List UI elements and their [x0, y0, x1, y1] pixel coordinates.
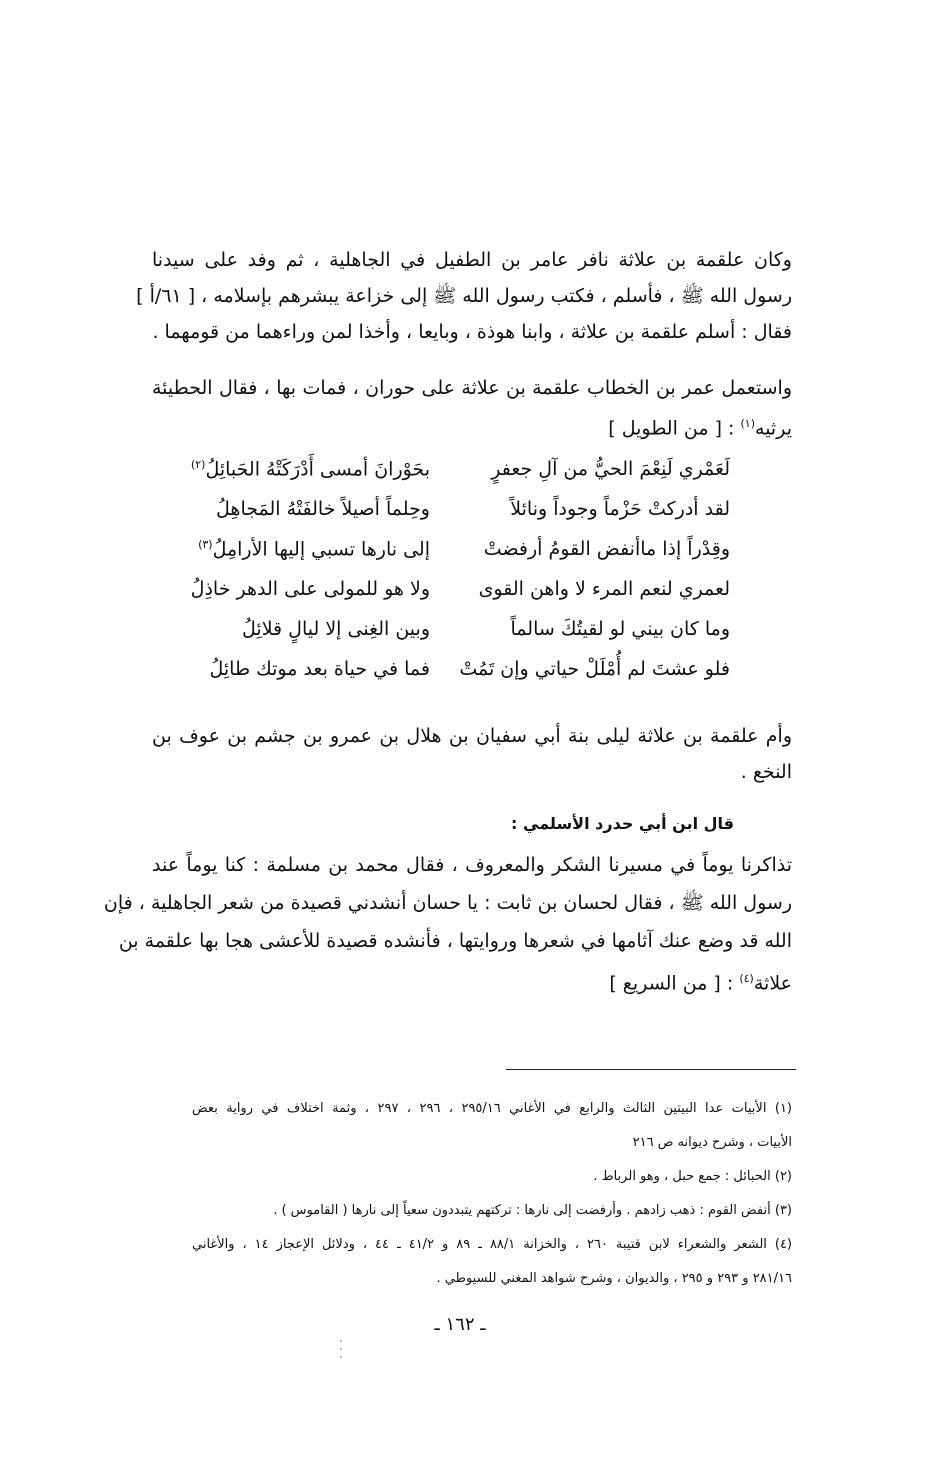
footnote-line: الأبيات ، وشرح ديوانه ص ٢١٦ — [632, 1135, 792, 1150]
poem-verse — [160, 618, 730, 658]
elegy-poem — [160, 458, 730, 698]
text-word: يرثيه — [755, 417, 792, 440]
paragraph-alqama-nafar — [136, 242, 792, 350]
text-line: تذاكرنا يوماً في مسيرنا الشكر والمعروف ، فقال محمد بن مسلمة : كنا يوماً عند — [152, 854, 792, 876]
verse-second-hemistich: ولا هو للمولى على الدهر خاذِلُ — [190, 578, 430, 600]
poem-verse — [160, 658, 730, 698]
text-line — [152, 960, 792, 1002]
meter-label: : [ من السريع ] — [609, 972, 740, 995]
text-line: الله قد وضع عنك آثامها في شعرها وروايتها ، فأنشده قصيدة للأعشى هجا بها علقمة بن — [118, 930, 792, 952]
footnote-ref: (٤) — [739, 972, 754, 985]
verse-first-hemistich: وما كان بيني لو لقيتُكَ سالماً — [510, 618, 730, 640]
verse-first-hemistich: لعمري لنعم المرء لا واهن القوى — [478, 578, 730, 600]
verse-second-hemistich: وحِلماً أصيلاً خالفَتْهُ المَجاهِلُ — [216, 498, 430, 520]
footnote-separator — [506, 1069, 796, 1070]
footnote-ref: (١) — [740, 417, 756, 430]
verse-second-hemistich: وبين الغِنى إلا ليالٍ قلائِلُ — [242, 618, 430, 640]
section-heading: قال ابن أبي حدرد الأسلمي : — [511, 814, 734, 833]
poem-verse — [160, 538, 730, 578]
poem-verse — [160, 578, 730, 618]
verse-first-hemistich: لقد أدركتْ حَزْماً وجوداً ونائلاً — [510, 498, 730, 520]
paragraph-hassan-recital — [103, 846, 792, 1002]
text-line: واستعمل عمر بن الخطاب علقمة بن علاثة على حوران ، فمات بها ، فقال الحطيئة — [152, 377, 792, 399]
text-line: فقال : أسلم علقمة بن علاثة ، وابنا هوذة ، وبايعا ، وأخذا لمن وراءهما من قومهما . — [152, 321, 792, 343]
poem-verse — [160, 498, 730, 538]
verse-first-hemistich: لَعَمْري لَنِعْمَ الحيُّ من آلِ جعفرٍ — [491, 458, 730, 480]
footnote-line: (٤) الشعر والشعراء لابن قتيبة ٢٦٠ ، والخزانة ٨٨/١ ـ ٨٩ و ٤١/٢ ـ ٤٤ ، ودلائل الإعجاز ١٤ ، والأغاني — [192, 1237, 792, 1252]
footnote-line: (١) الأبيات عدا البيتين الثالث والرابع في الأغاني ٢٩٥/١٦ ، ٢٩٦ ، ٢٩٧ ، وثمة اختلاف في رواية بعض — [192, 1101, 792, 1116]
footnote-ref: (٢) — [190, 458, 206, 471]
verse-second-hemistich: فما في حياة بعد موتك طائِلُ — [209, 658, 430, 680]
text-line: وأم علقمة بن علاثة ليلى بنة أبي سفيان بن هلال بن عمرو بن جشم بن عوف بن — [152, 725, 792, 747]
verse-first-hemistich: فلو عشتَ لم أُمْلَلْ حياتي وإن تَمُتْ — [459, 658, 730, 680]
footnote-ref: (٣) — [198, 538, 213, 551]
paragraph-umar-appointment — [152, 370, 792, 446]
poem-verse — [160, 458, 730, 498]
text-line: رسول الله ﷺ ، فأسلم ، فكتب رسول الله ﷺ إلى خزاعة يبشرهم بإسلامه ، [ ٦١/أ ] — [136, 285, 792, 307]
footnote-line: (٣) أنفض القوم : ذهب زادهم . وأرفضت إلى نارها : تركتهم يتبددون سعياً إلى نارها ( القاموس ) . — [273, 1203, 792, 1218]
paragraph-alqama-mother — [152, 718, 792, 790]
scan-specks — [336, 1340, 346, 1390]
footnote-line: (٢) الحبائل : جمع حبل ، وهو الرباط . — [593, 1169, 792, 1184]
page-number: ـ ١٦٢ ـ — [434, 1314, 486, 1335]
footnotes — [192, 1092, 792, 1296]
text-line — [152, 406, 792, 446]
text-word: علاثة — [753, 972, 792, 995]
verse-first-hemistich: وقِدْراً إذا ماأنفض القومُ أرفضتْ — [483, 538, 730, 560]
verse-second-hemistich: إلى نارها تسبي إليها الأرامِلُ$^{(٣)}$ — [198, 538, 430, 561]
meter-label: : [ من الطويل ] — [608, 417, 741, 440]
verse-second-hemistich: بحَوْرانَ أمسى أَدْرَكَتْهُ الحَبائِلُ$^{(٢)}$ — [190, 458, 430, 481]
text-line: رسول الله ﷺ ، فقال لحسان بن ثابت : يا حسان أنشدني قصيدة من شعر الجاهلية ، فإن — [103, 892, 792, 914]
text-line: النخع . — [740, 761, 792, 783]
text-line: وكان علقمة بن علاثة نافر عامر بن الطفيل في الجاهلية ، ثم وفد على سيدنا — [152, 249, 792, 271]
footnote-line: ٢٨١/١٦ و ٢٩٣ و ٢٩٥ ، والديوان ، وشرح شواهد المغني للسيوطي . — [436, 1271, 792, 1286]
